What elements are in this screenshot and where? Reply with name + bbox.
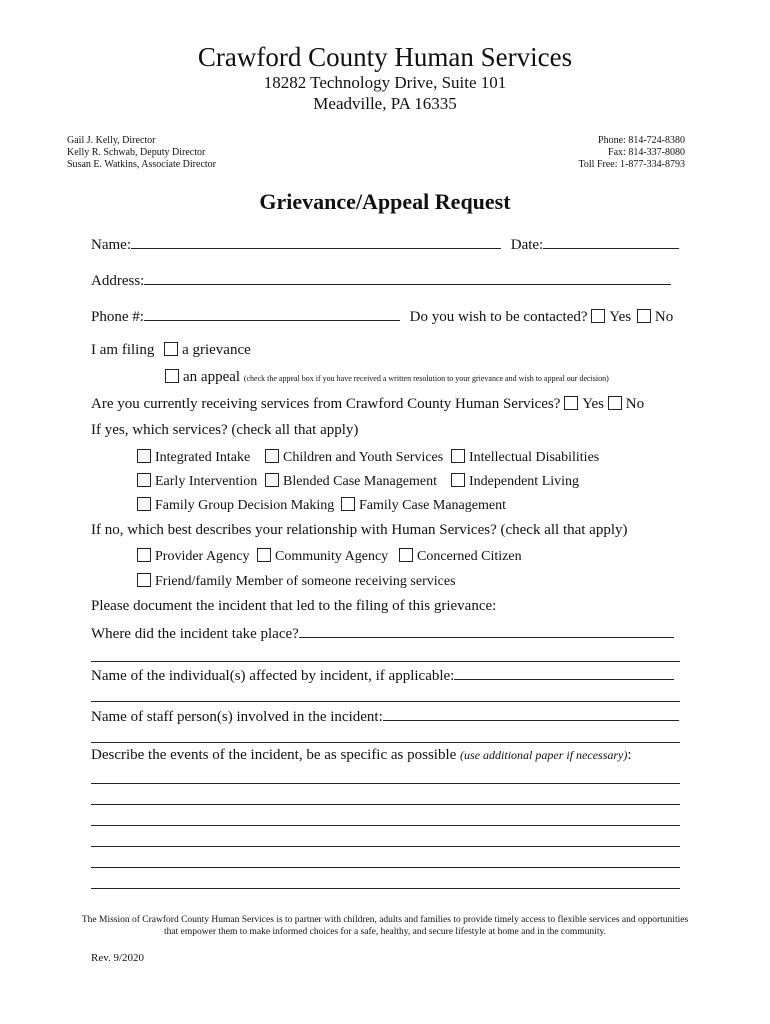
relationship-checkbox[interactable] [137,573,151,587]
describe-row [91,747,632,764]
receiving-yes-checkbox[interactable] [564,396,578,410]
service-checkbox[interactable] [341,497,355,511]
affected-field-continuation[interactable] [91,701,680,702]
staff-field-continuation[interactable] [91,742,680,743]
service-checkbox[interactable] [451,473,465,487]
service-checkbox[interactable] [137,449,151,463]
name-label: Name: [91,237,131,253]
address-label: Address: [91,273,145,289]
service-checkbox[interactable] [137,497,151,511]
service-checkbox[interactable] [265,473,279,487]
service-label: Children and Youth Services [283,450,444,465]
contact-fax: Fax: 814-337-8080 [608,147,685,158]
describe-note: (use additional paper if necessary) [460,748,628,762]
form-title: Grievance/Appeal Request [259,189,511,214]
relationship-option [399,548,522,565]
service-label: Blended Case Management [283,474,437,489]
contact-question: Do you wish to be contacted? [409,309,588,325]
describe-colon: : [627,747,632,763]
where-row [91,624,674,643]
date-field[interactable] [543,235,679,249]
relationship-checkbox[interactable] [399,548,413,562]
staff-director: Gail J. Kelly, Director [67,135,156,146]
service-option [265,473,437,490]
relationship-option [137,548,249,565]
appeal-row [165,369,609,386]
contact-yes-label: Yes [609,309,632,325]
describe-label: Describe the events of the incident, be as specific as possible [91,747,457,763]
service-option [265,449,443,466]
address-line-2: Meadville, PA 16335 [313,94,457,113]
affected-label: Name of the individual(s) affected by incident, if applicable: [91,668,455,684]
contact-toll-free: Toll Free: 1-877-334-8793 [578,159,685,170]
address-field[interactable] [144,271,671,285]
revision-date: Rev. 9/2020 [91,952,145,964]
description-line[interactable] [91,825,680,826]
receiving-question: Are you currently receiving services from Crawford County Human Services? [91,396,561,412]
staff-involved-label: Name of staff person(s) involved in the incident: [91,709,383,725]
staff-deputy-director: Kelly R. Schwab, Deputy Director [67,147,206,158]
contact-yes-checkbox[interactable] [591,309,605,323]
receiving-row [91,396,644,413]
relationship-checkbox[interactable] [257,548,271,562]
service-label: Family Group Decision Making [155,498,335,513]
receiving-no-checkbox[interactable] [608,396,622,410]
relationship-label: Community Agency [275,549,389,564]
staff-row [91,707,679,726]
affected-field[interactable] [454,666,674,680]
relationship-option [137,573,456,590]
relationship-label: Friend/family Member of someone receiving services [155,574,456,589]
staff-list [67,135,216,171]
relationship-label: Provider Agency [155,549,250,564]
service-label: Early Intervention [155,474,258,489]
relationship-checkbox[interactable] [137,548,151,562]
filing-row [91,342,251,359]
staff-involved-field[interactable] [383,707,679,721]
service-option [137,497,334,514]
mission-statement [0,914,770,938]
service-option [341,497,506,514]
address-row [91,271,671,290]
affected-row [91,666,674,685]
relationship-option [257,548,388,565]
name-row [91,235,679,254]
service-option [451,473,579,490]
document-prompt: Please document the incident that led to the filing of this grievance: [91,598,497,614]
description-line[interactable] [91,846,680,847]
appeal-label: an appeal [183,369,241,385]
service-checkbox[interactable] [137,473,151,487]
relationship-question: If no, which best describes your relationship with Human Services? (check all that apply) [91,522,628,538]
organization-name: Crawford County Human Services [197,42,573,72]
where-label: Where did the incident take place? [91,626,299,642]
service-option [451,449,599,466]
receiving-yes-label: Yes [582,396,605,412]
description-line[interactable] [91,783,680,784]
service-label: Independent Living [469,474,580,489]
relationship-label: Concerned Citizen [417,549,522,564]
description-line[interactable] [91,867,680,868]
phone-field[interactable] [144,307,400,321]
receiving-no-label: No [625,396,645,412]
contact-no-checkbox[interactable] [637,309,651,323]
appeal-note: (check the appeal box if you have received a written resolution to your grievance and wish to appeal our decision) [243,374,609,383]
description-line[interactable] [91,888,680,889]
staff-associate-director: Susan E. Watkins, Associate Director [67,159,216,170]
which-services: If yes, which services? (check all that apply) [91,422,359,438]
service-label: Integrated Intake [155,450,251,465]
name-field[interactable] [131,235,501,249]
contact-list [578,135,685,171]
service-option [137,449,250,466]
filing-label: I am filing [91,342,155,358]
service-label: Family Case Management [359,498,506,513]
contact-no-label: No [654,309,674,325]
phone-label: Phone #: [91,309,144,325]
mission-line-1: The Mission of Crawford County Human Services is to partner with children, adults and families to provide timely access to flexible services and opportunities [81,915,689,925]
service-checkbox[interactable] [451,449,465,463]
grievance-label: a grievance [182,342,251,358]
service-option [137,473,257,490]
grievance-checkbox[interactable] [164,342,178,356]
where-field[interactable] [299,624,674,638]
phone-row [91,307,673,326]
service-checkbox[interactable] [265,449,279,463]
description-line[interactable] [91,804,680,805]
address-line-1: 18282 Technology Drive, Suite 101 [263,73,507,92]
date-label: Date: [510,237,544,253]
service-label: Intellectual Disabilities [469,450,600,465]
appeal-checkbox[interactable] [165,369,179,383]
contact-phone: Phone: 814-724-8380 [598,135,685,146]
mission-line-2: that empower them to make informed choices for a safe, healthy, and secure lifestyle at home and in the community. [164,927,606,937]
where-field-continuation[interactable] [91,661,680,662]
